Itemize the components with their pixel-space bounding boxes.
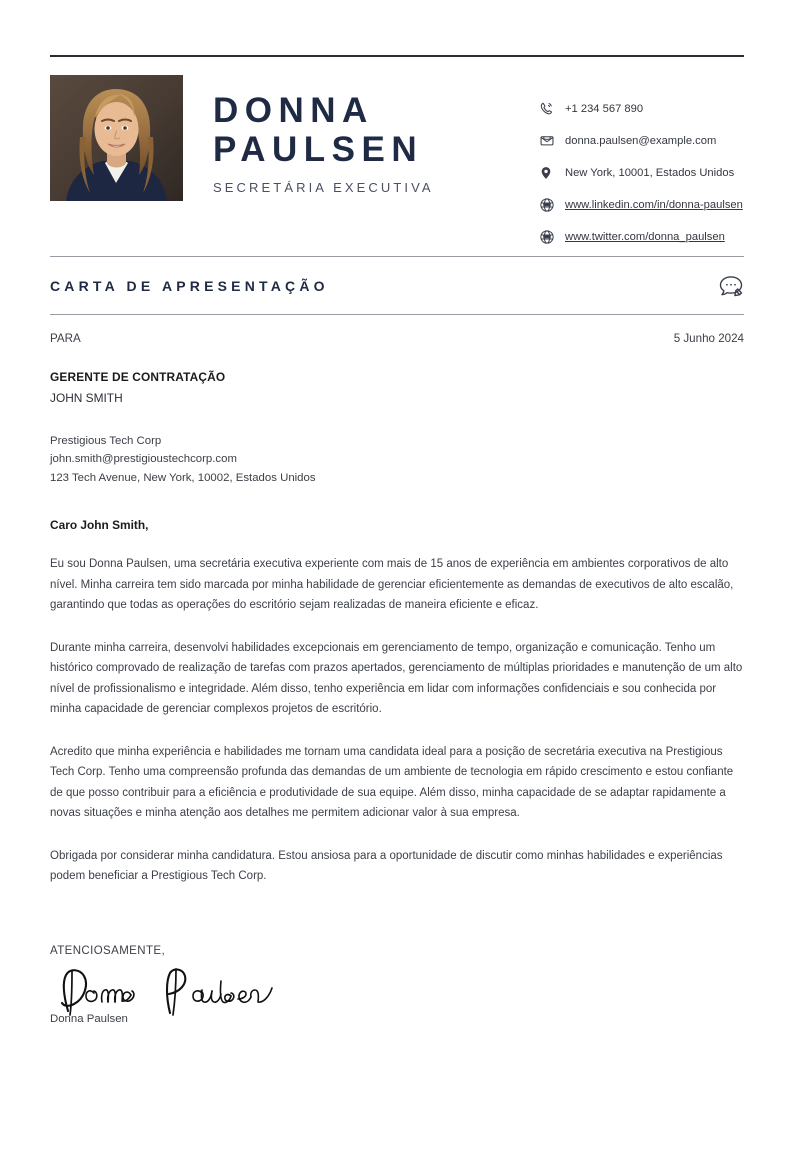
recipient-details bbox=[50, 432, 744, 487]
letter-paragraph: Durante minha carreira, desenvolvi habilidades excepcionais em gerenciamento de tempo, organização e comunicação. Tenho um histórico comprovado de realização de tarefas com prazos apertados, gerenciamento de múltiplas prioridades e manutenção de um alto nível de profissionalismo e integridade. Além disso, tenho experiência em lidar com informações confidenciais e sou conhecida por minha capacidade de gerenciar complexos projetos de escritório. bbox=[50, 641, 743, 716]
globe-icon bbox=[539, 197, 565, 214]
contact-twitter-text[interactable]: www.twitter.com/donna_paulsen bbox=[565, 231, 725, 243]
map-pin-icon bbox=[539, 165, 565, 182]
letter-paragraph: Obrigada por considerar minha candidatura. Estou ansiosa para a oportunidade de discutir como minhas habilidades e experiências podem beneficiar a Prestigious Tech Corp. bbox=[50, 849, 723, 883]
envelope-icon bbox=[539, 133, 565, 150]
recipient-company: Prestigious Tech Corp bbox=[50, 435, 162, 447]
contact-phone-text: +1 234 567 890 bbox=[565, 103, 644, 115]
globe-icon bbox=[539, 229, 565, 246]
contact-phone bbox=[539, 101, 744, 118]
first-name: DONNA bbox=[213, 91, 374, 130]
phone-icon bbox=[539, 101, 565, 118]
chat-edit-icon bbox=[718, 274, 744, 298]
cover-letter-page bbox=[0, 55, 794, 1175]
contact-address-text: New York, 10001, Estados Unidos bbox=[565, 167, 735, 179]
sign-off-label: ATENCIOSAMENTE, bbox=[50, 944, 166, 957]
letter-paragraph: Acredito que minha experiência e habilidades me tornam uma candidata ideal para a posição de secretária executiva na Prestigious Tech Corp. Tenho uma compreensão profunda das demandas de um ambiente de tecnologia em rápido crescimento e estou confiante de que posso contribuir para a eficiência e produtividade de sua equipe. Além disso, minha capacidade de se adaptar rapidamente a novas situações e minha atenção aos detalhes me permitem adicionar valor à sua empresa. bbox=[50, 745, 734, 820]
document-header bbox=[50, 57, 744, 256]
portrait-photo bbox=[50, 75, 183, 201]
job-title: SECRETÁRIA EXECUTIVA bbox=[213, 180, 434, 196]
identity-block bbox=[183, 75, 434, 195]
page-title: CARTA DE APRESENTAÇÃO bbox=[50, 278, 329, 294]
contact-linkedin-text[interactable]: www.linkedin.com/in/donna-paulsen bbox=[565, 199, 743, 211]
recipient-email: john.smith@prestigioustechcorp.com bbox=[50, 453, 237, 466]
svg-text:WWW: WWW bbox=[543, 204, 551, 207]
recipient-role: GERENTE DE CONTRATAÇÃO bbox=[50, 370, 226, 384]
contact-linkedin[interactable] bbox=[539, 197, 744, 214]
contact-email-text: donna.paulsen@example.com bbox=[565, 135, 717, 147]
section-header bbox=[50, 257, 744, 314]
last-name: PAULSEN bbox=[213, 130, 424, 170]
letter-paragraph: Eu sou Donna Paulsen, uma secretária executiva experiente com mais de 15 anos de experiência em ambientes corporativos de alto nível. Minha carreira tem sido marcada por minha habilidade de gerenciar eficientemente as demandas de executivos de alto escalão, garantindo que todas as operações do escritório sejam realizadas de maneira eficiente e eficaz. bbox=[50, 558, 734, 612]
svg-text:WWW: WWW bbox=[543, 236, 551, 239]
letter-date: 5 Junho 2024 bbox=[673, 332, 744, 345]
contact-list bbox=[539, 75, 744, 246]
contact-twitter[interactable] bbox=[539, 229, 744, 246]
signature-image bbox=[50, 963, 744, 1017]
recipient-address: 123 Tech Avenue, New York, 10002, Estados Unidos bbox=[50, 471, 316, 484]
signature-name: Donna Paulsen bbox=[50, 1012, 128, 1025]
meta-row bbox=[50, 315, 744, 345]
to-label: PARA bbox=[50, 332, 81, 345]
contact-email bbox=[539, 133, 744, 150]
contact-address bbox=[539, 165, 744, 182]
salutation: Caro John Smith, bbox=[50, 518, 149, 533]
recipient-block bbox=[50, 345, 744, 487]
recipient-name: JOHN SMITH bbox=[50, 391, 123, 405]
